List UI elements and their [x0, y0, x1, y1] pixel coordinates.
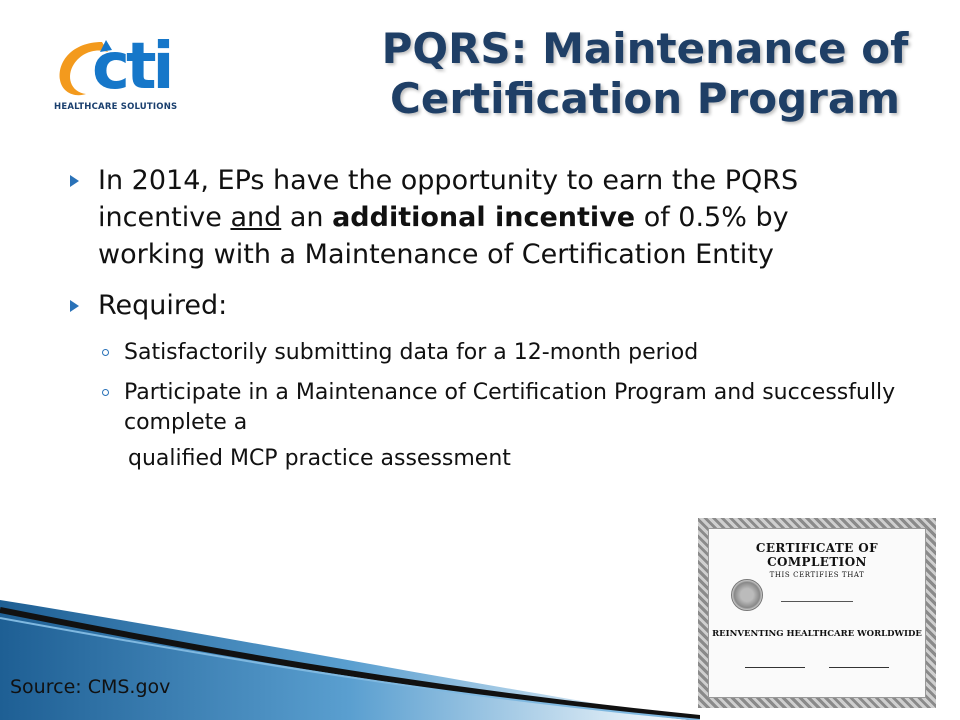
logo-wordmark: cti — [92, 30, 171, 104]
certificate-organization: REINVENTING HEALTHCARE WORLDWIDE — [712, 629, 922, 639]
bullet-text-part: an — [281, 202, 333, 233]
bullet-incentive — [70, 162, 900, 273]
slide-content — [70, 162, 900, 474]
bullet-arrow-icon — [70, 175, 79, 187]
logo-tagline: HEALTHCARE SOLUTIONS — [54, 102, 178, 112]
certificate-name-line — [781, 601, 853, 602]
certificate-subtitle: THIS CERTIFIES THAT — [769, 571, 865, 579]
slide-title: PQRS: Maintenance of Certification Program — [381, 24, 909, 123]
bullet-text: Required: — [98, 290, 228, 321]
bullet-text-underlined: and — [230, 202, 282, 233]
certificate-seal-icon — [731, 579, 763, 611]
certificate-body — [708, 528, 926, 698]
source-citation: Source: CMS.gov — [10, 676, 171, 698]
bullet-text-part: In 2014, EPs have the opportunity to earn the PQRS incentive — [98, 165, 799, 233]
bullet-text-part: of 0.5% by working with a Maintenance of Certification Entity — [98, 202, 789, 270]
bullet-arrow-icon — [70, 300, 79, 312]
sub-bullet-submitting — [70, 338, 900, 368]
sub-bullet-text: Participate in a Maintenance of Certification Program and successfully complete a — [124, 380, 896, 435]
certificate-signature-line — [745, 667, 805, 668]
certificate-signature-line — [829, 667, 889, 668]
sub-bullet-continuation: qualified MCP practice assessment — [128, 446, 511, 471]
certificate-title: CERTIFICATE OF COMPLETION — [755, 541, 879, 569]
decorative-swoosh — [0, 600, 700, 720]
sub-bullet-circle-icon — [102, 349, 109, 356]
sub-bullet-text: Satisfactorily submitting data for a 12-month period — [124, 340, 699, 365]
sub-bullet-circle-icon — [102, 389, 109, 396]
company-logo — [52, 28, 202, 118]
bullet-required — [70, 287, 900, 324]
bullet-text-bold: additional incentive — [332, 202, 636, 233]
sub-bullet-participate — [70, 378, 900, 438]
certificate-image — [698, 518, 936, 708]
